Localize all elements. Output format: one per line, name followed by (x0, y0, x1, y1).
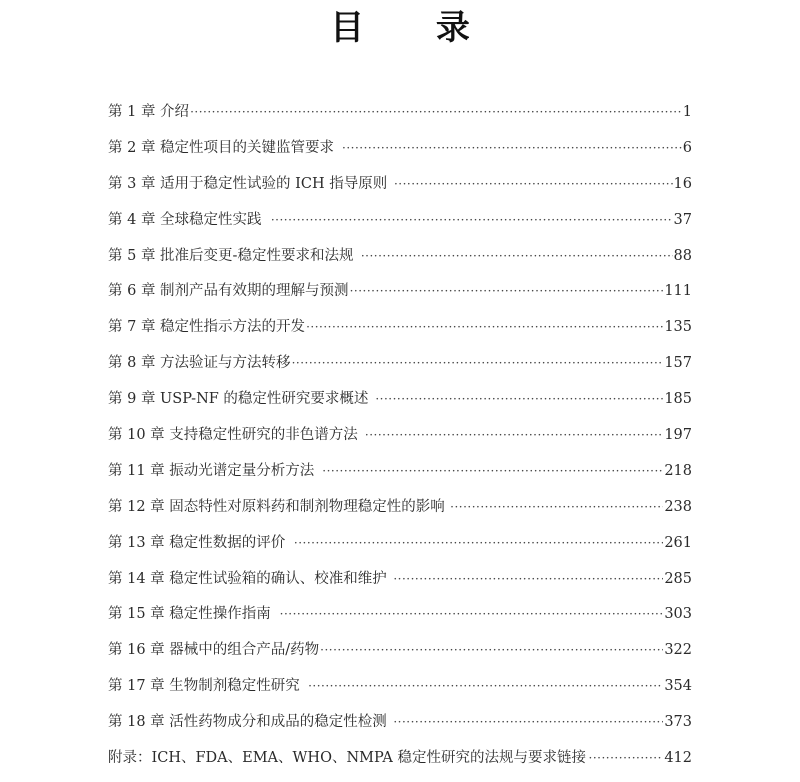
toc-entry-5[interactable] (108, 244, 692, 280)
toc-entry-8[interactable] (108, 351, 692, 387)
toc-label: 第 14 章 稳定性试验箱的确认、校准和维护 (108, 570, 387, 587)
toc-label: 第 10 章 支持稳定性研究的非色谱方法 (108, 427, 358, 444)
leader-dots (190, 105, 682, 119)
toc-entry-9[interactable] (108, 387, 692, 423)
leader-dots (361, 249, 673, 263)
toc-page: 197 (664, 427, 692, 444)
leader-dots (322, 464, 663, 478)
toc-page: 157 (664, 355, 692, 372)
toc-label: 第 13 章 稳定性数据的评价 (108, 534, 286, 551)
toc-page: 1 (682, 104, 692, 120)
toc-label: 第 6 章 制剂产品有效期的理解与预测 (108, 283, 349, 300)
toc-page: 373 (664, 714, 692, 731)
toc-label: 第 2 章 稳定性项目的关键监管要求 (108, 139, 335, 156)
toc-entry-10[interactable] (108, 423, 692, 459)
toc-entry-7[interactable] (108, 315, 692, 351)
toc-page: 261 (664, 534, 692, 551)
leader-dots (589, 751, 664, 765)
leader-dots (280, 607, 664, 621)
toc-page: 412 (664, 750, 692, 767)
leader-dots (308, 679, 663, 693)
toc-label: 第 1 章 介绍 (108, 104, 190, 120)
toc-label: 第 9 章 USP-NF 的稳定性研究要求概述 (108, 391, 369, 408)
toc-entry-11[interactable] (108, 459, 692, 495)
toc-entry-16[interactable] (108, 638, 692, 674)
toc-label: 第 15 章 稳定性操作指南 (108, 606, 271, 623)
page-title: 目 录 (330, 8, 500, 48)
toc-label: 第 4 章 全球稳定性实践 (108, 211, 262, 228)
leader-dots (365, 428, 663, 442)
toc-page: 303 (664, 606, 692, 623)
toc-label: 第 18 章 活性药物成分和成品的稳定性检测 (108, 714, 387, 731)
toc-label: 第 11 章 振动光谱定量分析方法 (108, 462, 315, 479)
toc-page: 16 (673, 175, 692, 192)
toc-entry-17[interactable] (108, 674, 692, 710)
toc-label: 附录：ICH、FDA、EMA、WHO、NMPA 稳定性研究的法规与要求链接 (108, 750, 587, 767)
toc-page: 322 (664, 642, 692, 659)
leader-dots (393, 715, 663, 729)
toc-label: 第 12 章 固态特性对原料药和制剂物理稳定性的影响 (108, 498, 445, 515)
table-of-contents (108, 100, 692, 782)
toc-label: 第 16 章 器械中的组合产品/药物 (108, 642, 320, 659)
toc-page: 354 (664, 678, 692, 695)
leader-dots (394, 177, 673, 191)
toc-page: 185 (664, 391, 692, 408)
leader-dots (306, 320, 663, 334)
toc-entry-2[interactable] (108, 136, 692, 172)
toc-page: 88 (673, 247, 692, 264)
leader-dots (271, 213, 673, 227)
toc-entry-12[interactable] (108, 495, 692, 531)
toc-entry-6[interactable] (108, 279, 692, 315)
toc-page: 111 (664, 283, 692, 300)
toc-entry-4[interactable] (108, 208, 692, 244)
toc-label: 第 7 章 稳定性指示方法的开发 (108, 319, 306, 336)
toc-label: 第 8 章 方法验证与方法转移 (108, 355, 291, 372)
toc-entry-13[interactable] (108, 531, 692, 567)
toc-label: 第 3 章 适用于稳定性试验的 ICH 指导原则 (108, 175, 388, 192)
toc-entry-15[interactable] (108, 602, 692, 638)
leader-dots (450, 500, 663, 514)
toc-page: 218 (664, 462, 692, 479)
toc-entry-3[interactable] (108, 172, 692, 208)
toc-page: 6 (682, 139, 692, 156)
toc-entry-1[interactable] (108, 100, 692, 136)
toc-label: 第 17 章 生物制剂稳定性研究 (108, 678, 300, 695)
toc-label: 第 5 章 批准后变更-稳定性要求和法规 (108, 247, 354, 264)
leader-dots (375, 392, 663, 406)
toc-page: 238 (664, 498, 692, 515)
leader-dots (294, 536, 663, 550)
leader-dots (350, 284, 664, 298)
toc-page: 135 (664, 319, 692, 336)
leader-dots (292, 356, 664, 370)
toc-entry-14[interactable] (108, 567, 692, 603)
toc-page: 37 (673, 211, 692, 228)
toc-entry-appendix[interactable] (108, 746, 692, 782)
toc-entry-18[interactable] (108, 710, 692, 746)
leader-dots (320, 643, 663, 657)
leader-dots (342, 141, 682, 155)
leader-dots (393, 572, 663, 586)
toc-page: 285 (664, 570, 692, 587)
